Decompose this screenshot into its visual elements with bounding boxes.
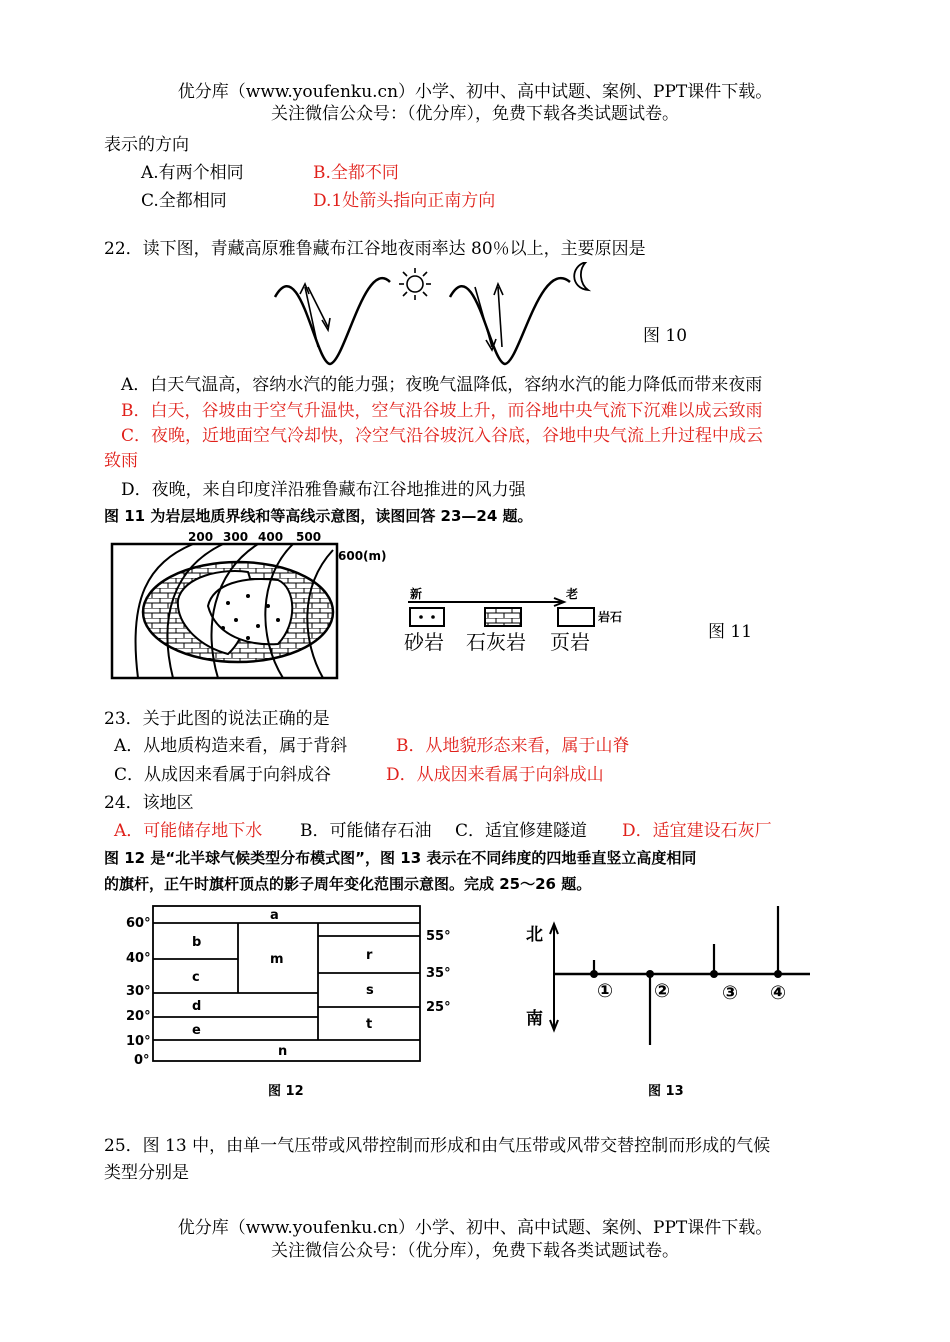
point-2-label: ② (654, 980, 671, 1002)
legend-shale-swatch (558, 608, 594, 626)
q25-stem-line2: 类型分别是 (104, 1163, 189, 1183)
figure-12-13-intro-line1: 图 12 是“北半球气候类型分布模式图”，图 13 表示在不同纬度的四地垂直竖立高度相同 (104, 849, 697, 867)
zone-b: b (192, 935, 202, 950)
moon-icon (574, 262, 588, 290)
q24-option-b: B．可能储存石油 (300, 821, 432, 841)
q23-option-c: C．从成因来看属于向斜成谷 (114, 765, 332, 785)
contour-label-300: 300 (223, 530, 249, 544)
lat-0: 0° (134, 1053, 150, 1068)
footer-line-2: 关注微信公众号：（优分库），免费下载各类试题试卷。 (271, 1241, 679, 1261)
q21-stem-tail: 表示的方向 (104, 135, 189, 155)
rock-label-sandstone: 砂岩 (404, 630, 444, 654)
zone-r: r (366, 948, 373, 963)
figure-13-flagpole-shadows (522, 900, 822, 1105)
q22-option-a: A．白天气温高，容纳水汽的能力强；夜晚气温降低，容纳水汽的能力降低而带来夜雨 (121, 375, 763, 395)
lat-20: 20° (126, 1009, 151, 1024)
header-line-2: 关注微信公众号：（优分库），免费下载各类试题试卷。 (271, 104, 679, 124)
q23-option-d: D．从成因来看属于向斜成山 (386, 765, 604, 785)
q21-option-b: B.全都不同 (313, 163, 399, 183)
q23-option-b: B．从地貌形态来看，属于山脊 (396, 736, 630, 756)
lat-60: 60° (126, 916, 151, 931)
figure-12-label: 图 12 (268, 1084, 304, 1099)
q24-stem: 24．该地区 (104, 793, 194, 813)
sun-icon (399, 268, 431, 300)
south-label: 南 (526, 1009, 543, 1029)
q21-option-a: A.有两个相同 (141, 163, 244, 183)
figure-10-label: 图 10 (643, 326, 688, 346)
point-4-label: ④ (770, 982, 787, 1004)
q22-option-b: B．白天，谷坡由于空气升温快，空气沿谷坡上升，而谷地中央气流下沉难以成云致雨 (121, 401, 763, 421)
zone-d: d (192, 999, 202, 1014)
figure-12-13-intro-line2: 的旗杆，正午时旗杆顶点的影子周年变化范围示意图。完成 25～26 题。 (104, 875, 592, 893)
lat-35: 35° (426, 966, 451, 981)
zone-t: t (366, 1017, 373, 1032)
north-label: 北 (526, 925, 543, 945)
q21-option-d: D.1处箭头指向正南方向 (313, 191, 496, 211)
figure-12-climate-model (118, 900, 468, 1105)
lat-40: 40° (126, 951, 151, 966)
q22-option-c-line2: 致雨 (104, 451, 138, 471)
zone-a: a (270, 908, 279, 923)
header-line-1: 优分库（www.youfenku.cn）小学、初中、高中试题、案例、PPT课件下载。 (177, 82, 773, 102)
legend-old-label: 老 (566, 587, 579, 601)
q23-stem: 23．关于此图的说法正确的是 (104, 709, 330, 729)
q22-option-d: D．夜晚，来自印度洋沿雅鲁藏布江谷地推进的风力强 (121, 480, 526, 500)
figure-11-intro: 图 11 为岩层地质界线和等高线示意图，读图回答 23—24 题。 (104, 507, 533, 525)
q23-option-a: A．从地质构造来看，属于背斜 (114, 736, 348, 756)
valley-curve-day (275, 278, 390, 364)
night-down-arrow-left (475, 287, 492, 347)
point-3-label: ③ (722, 982, 739, 1004)
q21-option-c: C.全都相同 (141, 191, 227, 211)
figure-10-valley-diagram (270, 262, 600, 372)
zone-m: m (270, 952, 284, 967)
night-up-arrow-center (498, 287, 502, 347)
legend-new-label: 新 (410, 587, 423, 601)
rock-label-shale: 页岩 (550, 630, 590, 654)
lat-10: 10° (126, 1034, 151, 1049)
q25-stem-line1: 25．图 13 中，由单一气压带或风带控制而形成和由气压带或风带交替控制而形成的气候 (104, 1136, 771, 1156)
contour-label-600: 600(m) (338, 549, 387, 563)
rock-label-limestone: 石灰岩 (466, 630, 526, 654)
zone-n: n (278, 1044, 288, 1059)
contour-label-400: 400 (258, 530, 284, 544)
figure-13-label: 图 13 (648, 1084, 684, 1099)
legend-rock-label: 岩石 (598, 610, 623, 624)
q24-option-a: A．可能储存地下水 (114, 821, 263, 841)
q22-stem: 22．读下图，青藏高原雅鲁藏布江谷地夜雨率达 80％以上，主要原因是 (104, 239, 646, 259)
zone-e: e (192, 1023, 201, 1038)
q24-option-c: C．适宜修建隧道 (455, 821, 588, 841)
legend-limestone-swatch (485, 608, 521, 626)
lat-25: 25° (426, 1000, 451, 1015)
contour-label-200: 200 (188, 530, 214, 544)
zone-c: c (192, 970, 200, 985)
q22-option-c-line1: C．夜晚，近地面空气冷却快，冷空气沿谷坡沉入谷底，谷地中央气流上升过程中成云 (121, 426, 764, 446)
lat-30: 30° (126, 984, 151, 999)
legend-sandstone-swatch (410, 608, 444, 626)
q24-option-d: D．适宜建设石灰厂 (622, 821, 772, 841)
figure-11-geologic-map (108, 528, 648, 680)
lat-55: 55° (426, 929, 451, 944)
footer-line-1: 优分库（www.youfenku.cn）小学、初中、高中试题、案例、PPT课件下载。 (177, 1218, 773, 1238)
figure-11-label: 图 11 (708, 622, 753, 642)
contour-label-500: 500 (296, 530, 322, 544)
valley-curve-night (450, 278, 570, 364)
day-down-arrow-center (308, 287, 328, 327)
zone-s: s (366, 983, 374, 998)
point-1-label: ① (597, 980, 614, 1002)
